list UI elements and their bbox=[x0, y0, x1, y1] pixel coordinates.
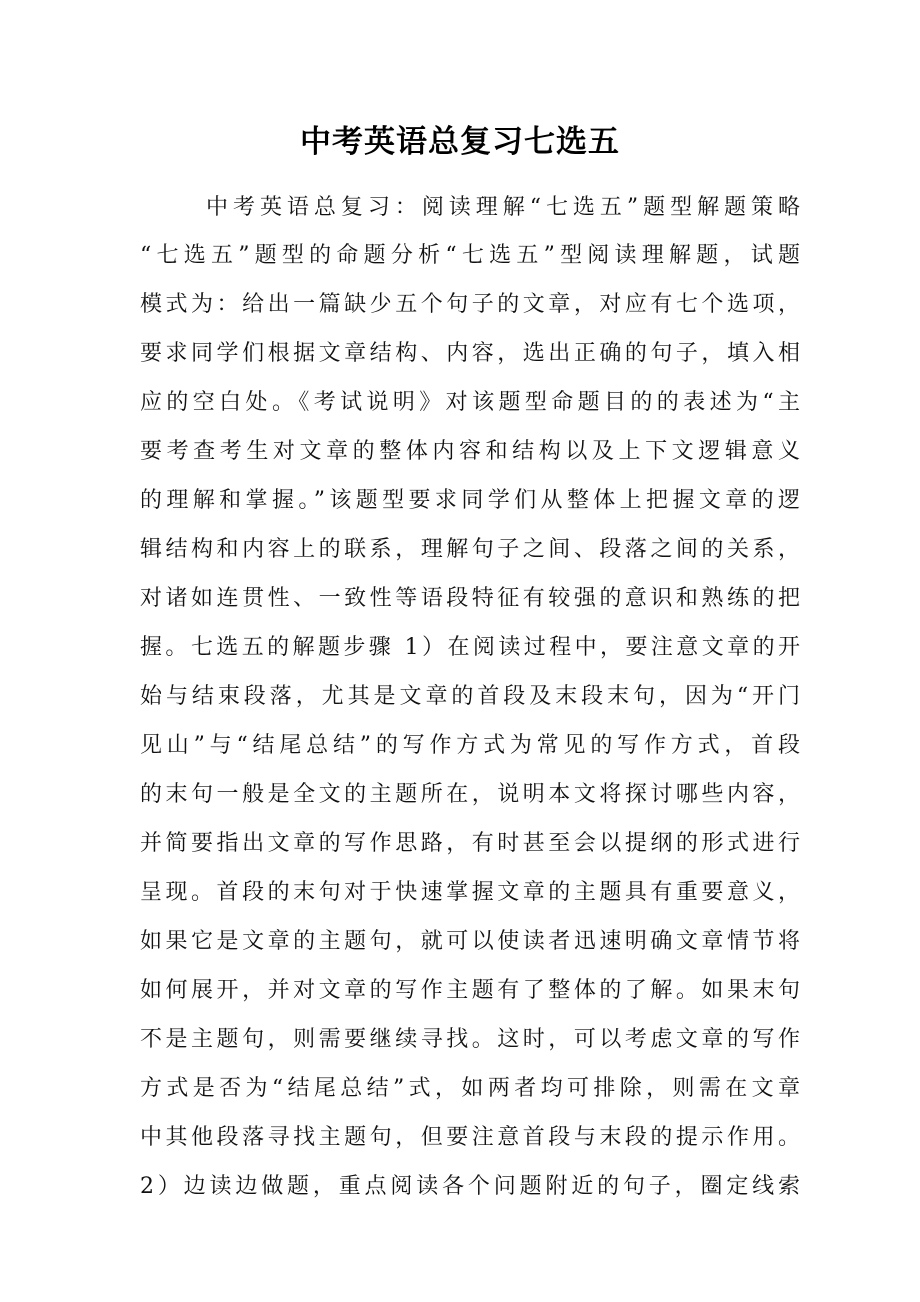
text-line: 辑结构和内容上的联系，理解句子之间、段落之间的关系， bbox=[140, 537, 800, 562]
text-line: 应的空白处。《考试说明》对该题型命题目的的表述为“主 bbox=[140, 390, 800, 415]
text-line: 握。七选五的解题步骤 1）在阅读过程中，要注意文章的开 bbox=[140, 635, 800, 660]
text-line: 要考查考生对文章的整体内容和结构以及上下文逻辑意义 bbox=[140, 439, 800, 464]
text-line: “七选五”题型的命题分析“七选五”型阅读理解题，试题 bbox=[140, 243, 800, 268]
text-line: 的理解和掌握。”该题型要求同学们从整体上把握文章的逻 bbox=[140, 488, 800, 513]
text-line: 见山”与“结尾总结”的写作方式为常见的写作方式，首段 bbox=[140, 733, 800, 758]
text-line: 并简要指出文章的写作思路，有时甚至会以提纲的形式进行 bbox=[140, 831, 800, 856]
text-line: 对诸如连贯性、一致性等语段特征有较强的意识和熟练的把 bbox=[140, 586, 800, 611]
text-line: 始与结束段落，尤其是文章的首段及末段末句，因为“开门 bbox=[140, 684, 800, 709]
document-title: 中考英语总复习七选五 bbox=[300, 124, 620, 160]
text-line: 如果它是文章的主题句，就可以使读者迅速明确文章情节将 bbox=[140, 929, 800, 954]
text-line: 的末句一般是全文的主题所在，说明本文将探讨哪些内容， bbox=[140, 782, 800, 807]
text-line: 不是主题句，则需要继续寻找。这时，可以考虑文章的写作 bbox=[140, 1027, 800, 1052]
text-line: 中考英语总复习：阅读理解“七选五”题型解题策略 bbox=[206, 195, 800, 220]
text-line: 方式是否为“结尾总结”式，如两者均可排除，则需在文章 bbox=[140, 1076, 800, 1101]
text-line: 模式为：给出一篇缺少五个句子的文章，对应有七个选项， bbox=[140, 292, 800, 317]
text-line: 2）边读边做题，重点阅读各个问题附近的句子，圈定线索 bbox=[140, 1174, 800, 1199]
text-line: 要求同学们根据文章结构、内容，选出正确的句子，填入相 bbox=[140, 341, 800, 366]
text-line: 呈现。首段的末句对于快速掌握文章的主题具有重要意义， bbox=[140, 880, 800, 905]
text-line: 中其他段落寻找主题句，但要注意首段与末段的提示作用。 bbox=[140, 1125, 800, 1150]
text-line: 如何展开，并对文章的写作主题有了整体的了解。如果末句 bbox=[140, 978, 800, 1003]
